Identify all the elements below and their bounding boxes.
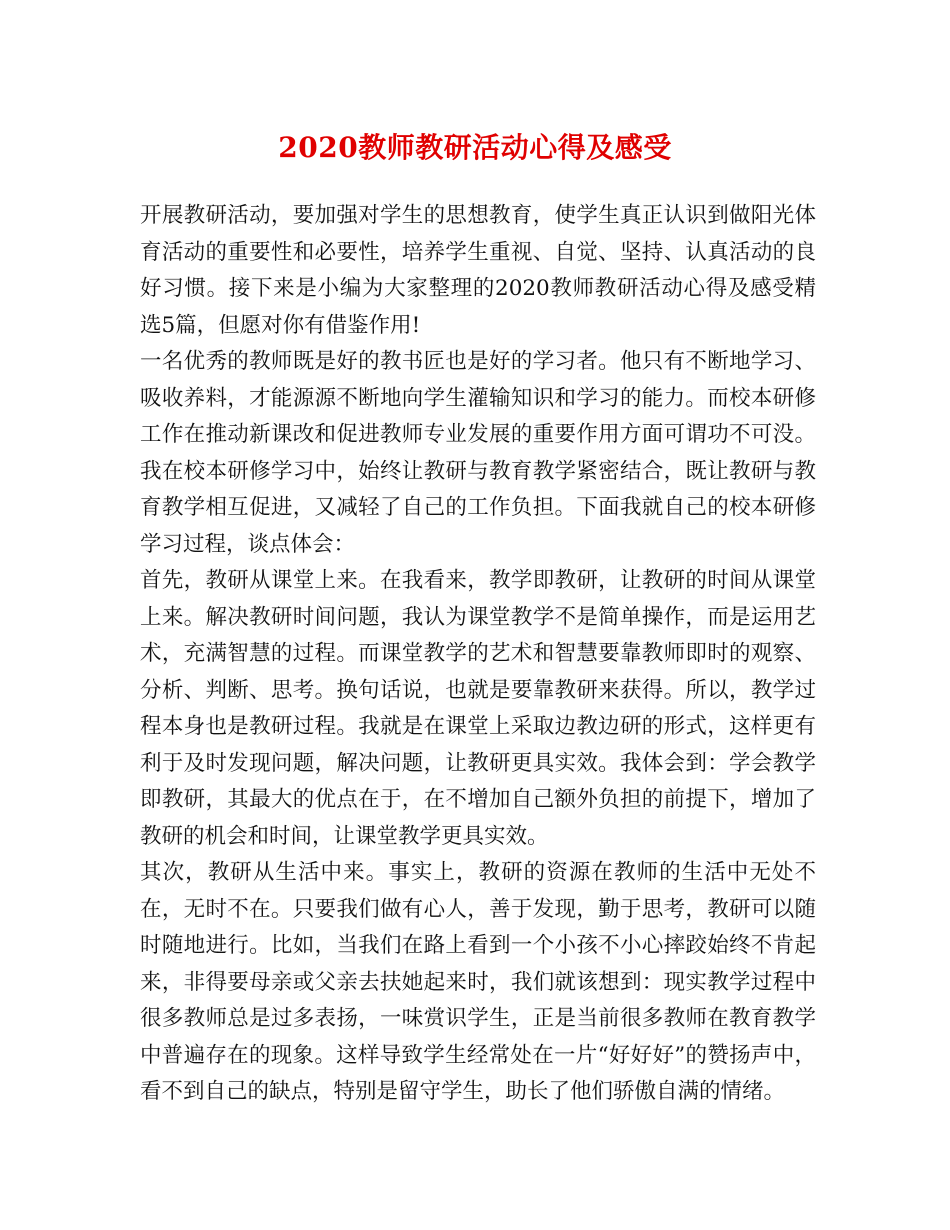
- paragraph-second-life: 其次，教研从生活中来。事实上，教研的资源在教师的生活中无处不在，无时不在。只要我们做有心人，善于发现，勤于思考，教研可以随时随地进行。比如，当我们在路上看到一个小孩不小心摔跤始终不肯起来，非得要母亲或父亲去扶她起来时，我们就该想到：现实教学过程中很多教师总是过多表扬，一味赏识学生，正是当前很多教师在教育教学中普遍存在的现象。这样导致学生经常处在一片“好好好”的赞扬声中，看不到自己的缺点，特别是留守学生，助长了他们骄傲自满的情绪。: [140, 860, 816, 1104]
- paragraph-teacher-learner: 一名优秀的教师既是好的教书匠也是好的学习者。他只有不断地学习、吸收养料，才能源源不断地向学生灌输知识和学习的能力。而校本研修工作在推动新课改和促进教师专业发展的重要作用方面可谓功不可没。我在校本研修学习中，始终让教研与教育教学紧密结合，既让教研与教育教学相互促进，又减轻了自己的工作负担。下面我就自己的校本研修学习过程，谈点体会：: [140, 349, 816, 557]
- document-title: 2020教师教研活动心得及感受: [278, 131, 672, 164]
- paragraph-first-classroom: 首先，教研从课堂上来。在我看来，教学即教研，让教研的时间从课堂上来。解决教研时间问题，我认为课堂教学不是简单操作，而是运用艺术，充满智慧的过程。而课堂教学的艺术和智慧要靠教师即时的观察、分析、判断、思考。换句话说，也就是要靠教研来获得。所以，教学过程本身也是教研过程。我就是在课堂上采取边教边研的形式，这样更有利于及时发现问题，解决问题，让教研更具实效。我体会到：学会教学即教研，其最大的优点在于，在不增加自己额外负担的前提下，增加了教研的机会和时间，让课堂教学更具实效。: [140, 568, 816, 849]
- document-body: [140, 198, 816, 1111]
- paragraph-intro: 开展教研活动，要加强对学生的思想教育，使学生真正认识到做阳光体育活动的重要性和必要性，培养学生重视、自觉、坚持、认真活动的良好习惯。接下来是小编为大家整理的2020教师教研活动心得及感受精选5篇，但愿对你有借鉴作用!: [140, 203, 816, 338]
